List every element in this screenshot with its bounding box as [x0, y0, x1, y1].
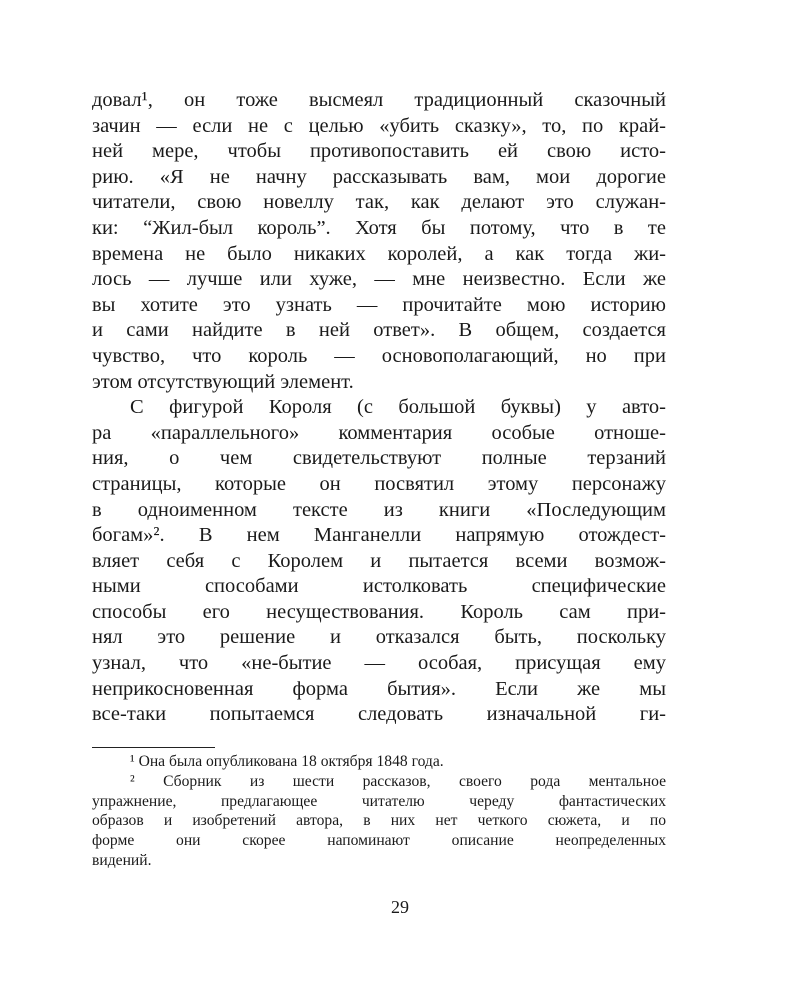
main-text [92, 88, 666, 728]
text-line: читатели, свою новеллу так, как делают это служан- [92, 191, 666, 214]
footnote-line: образов и изобретений автора, в них нет четкого сюжета, и по [92, 812, 666, 830]
text-line: времена не было никаких королей, а как тогда жи- [92, 242, 666, 265]
text-line: ра «параллельного» комментария особые отноше- [92, 421, 666, 444]
text-line: чувство, что король — основополагающий, но при [92, 344, 666, 367]
footnotes [92, 752, 666, 871]
page-number: 29 [391, 897, 409, 917]
text-line: ными способами истолковать специфические [92, 575, 666, 598]
text-line: ки: “Жил-был король”. Хотя бы потому, что в те [92, 216, 666, 239]
footnote-line: ¹ Она была опубликована 18 октября 1848 года. [130, 753, 444, 770]
footnote-line: видений. [92, 851, 152, 869]
text-line: вляет себя с Королем и пытается всеми возмож- [92, 549, 666, 572]
text-line: нял это решение и отказался быть, поскольку [92, 626, 666, 649]
footnote-line: форме они скорее напоминают описание неопределенных [92, 832, 666, 850]
text-line: страницы, которые он посвятил этому персонажу [92, 472, 666, 495]
text-line: ней мере, чтобы противопоставить ей свою исто- [92, 140, 666, 163]
text-line: вы хотите это узнать — прочитайте мою историю [92, 293, 666, 316]
footnote-divider [92, 747, 215, 748]
text-line: этом отсутствующий элемент. [92, 370, 354, 393]
text-line: неприкосновенная форма бытия». Если же мы [92, 677, 666, 700]
text-line: ния, о чем свидетельствуют полные терзаний [92, 447, 666, 470]
text-line: и сами найдите в ней ответ». В общем, создается [92, 319, 666, 342]
text-line: лось — лучше или хуже, — мне неизвестно. Если же [92, 268, 666, 291]
footnote-line: ² Сборник из шести рассказов, своего рода ментальное [130, 772, 666, 790]
text-line: рию. «Я не начну рассказывать вам, мои дорогие [92, 165, 666, 188]
text-line: богам»². В нем Манганелли напрямую отождест- [92, 524, 666, 547]
text-line: С фигурой Короля (с большой буквы) у авто- [130, 396, 666, 419]
text-line: довал¹, он тоже высмеял традиционный сказочный [92, 89, 666, 111]
text-line: узнал, что «не-бытие — особая, присущая ему [92, 652, 666, 675]
text-line: зачин — если не с целью «убить сказку», то, по край- [92, 114, 666, 137]
text-line: в одноименном тексте из книги «Последующим [92, 498, 666, 521]
text-line: все-таки попытаемся следовать изначальной ги- [92, 703, 666, 726]
text-line: способы его несуществования. Король сам при- [92, 600, 666, 623]
footnote-line: упражнение, предлагающее читателю череду фантастических [92, 792, 666, 810]
